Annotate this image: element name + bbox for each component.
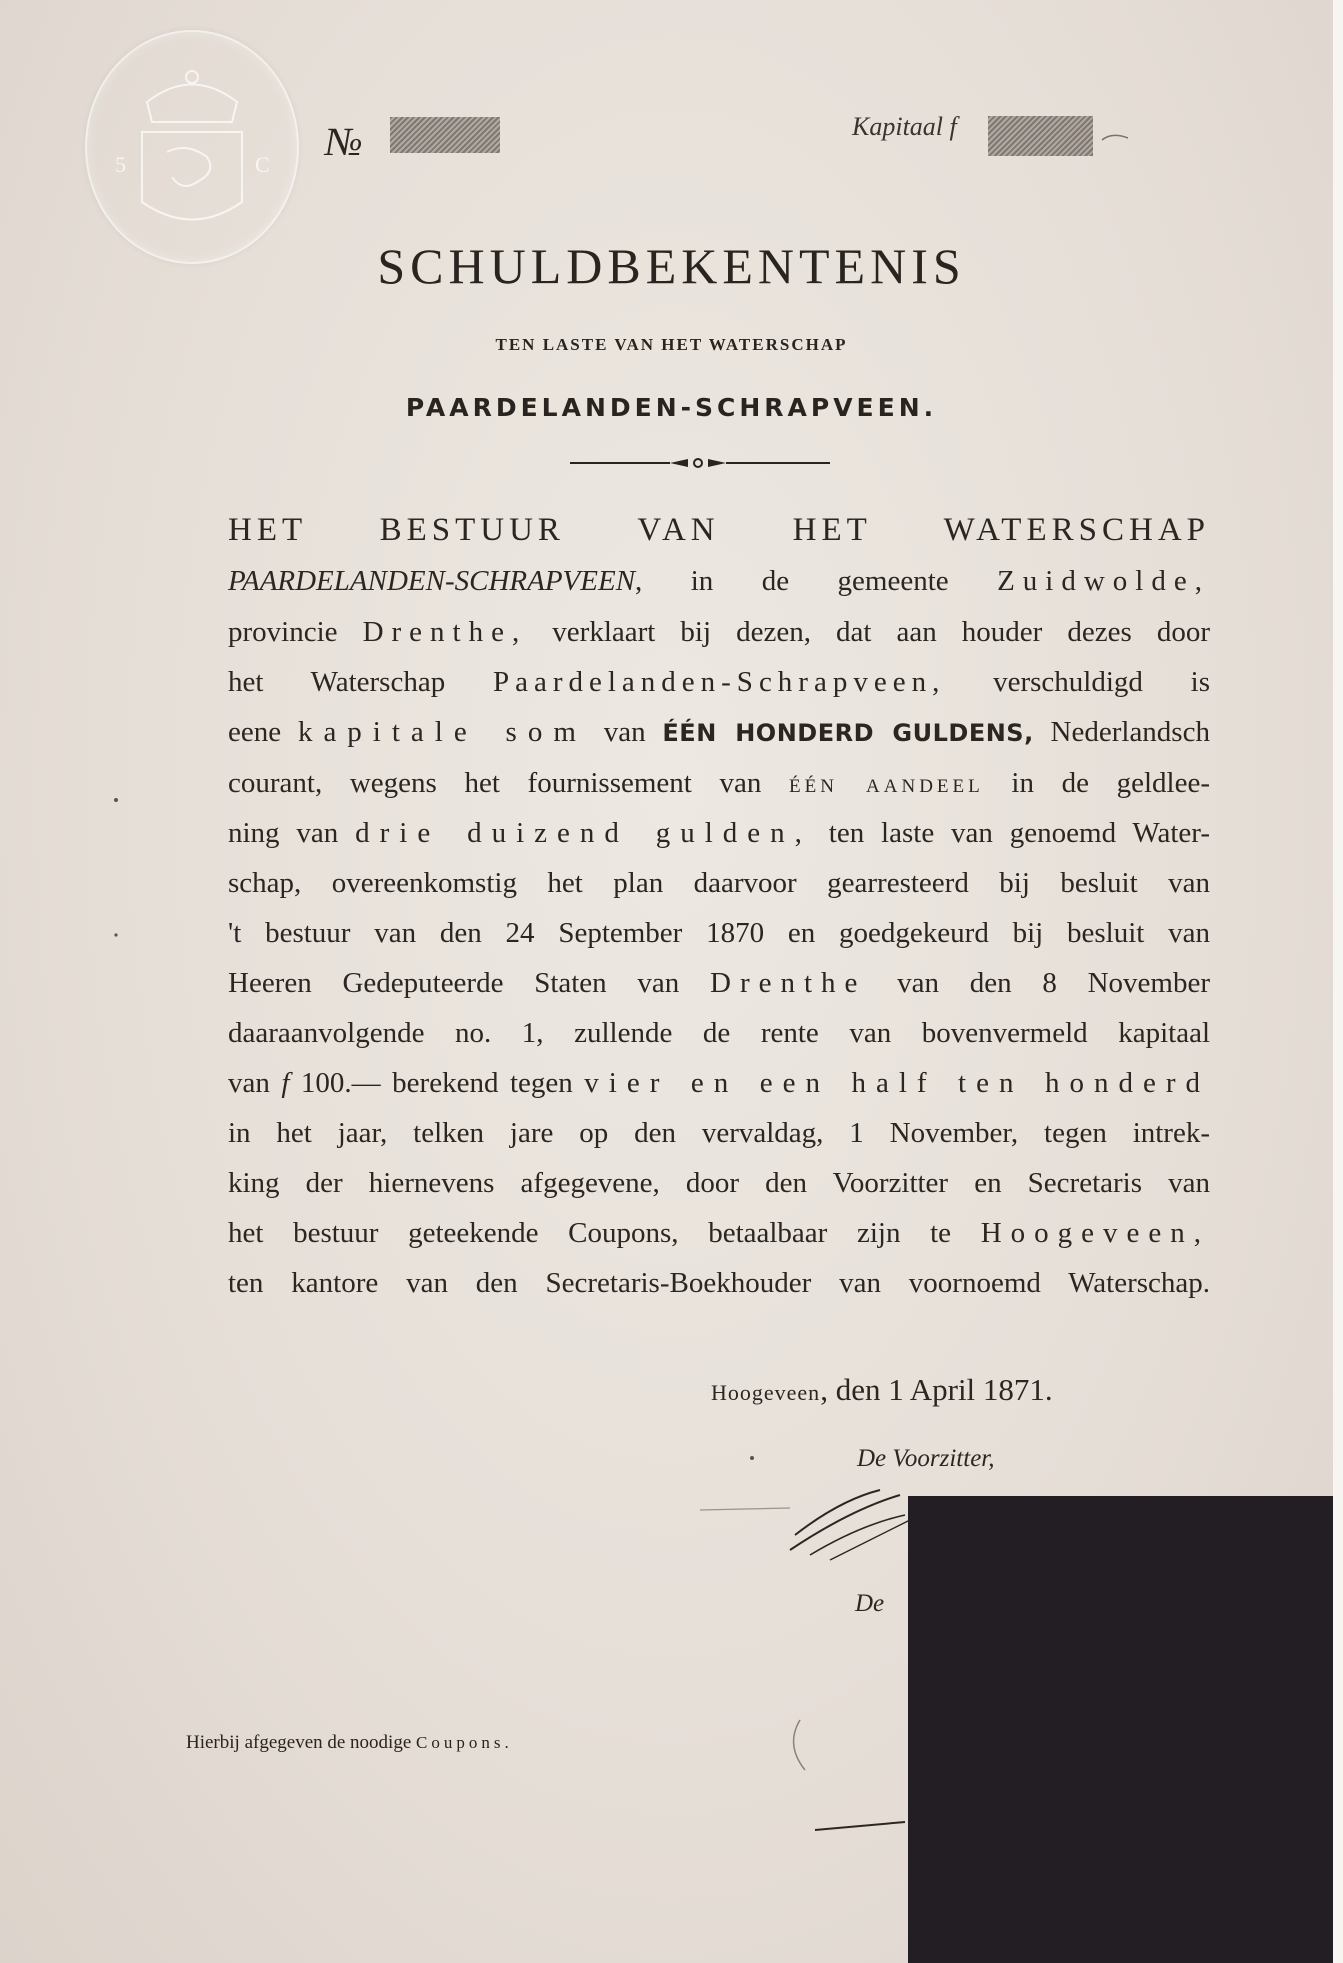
document-title: SCHULDBEKENTENIS — [377, 238, 966, 294]
waterschap-name: PAARDELANDEN-SCHRAPVEEN. — [405, 393, 938, 422]
body-text: Nederlandsch — [1033, 716, 1210, 748]
body-text: Heeren Gedeputeerde Staten van — [228, 967, 711, 999]
body-text: ten laste van genoemd Water- — [811, 817, 1210, 849]
body-text: Hoogeveen, — [980, 1217, 1210, 1249]
secretary-signature-label: De — [855, 1590, 885, 1617]
body-text: drie duizend gulden, — [355, 817, 812, 849]
capital-label: Kapitaal f — [852, 112, 957, 141]
body-text: van den 8 November — [866, 967, 1210, 999]
svg-text:C: C — [255, 152, 270, 177]
body-text: Drenthe, — [362, 616, 528, 648]
coupons-note-text: Hierbij afgegeven de noodige — [186, 1732, 417, 1753]
number-label: № — [325, 119, 361, 164]
body-text: het bestuur geteekende Coupons, betaalbaar zijn te — [228, 1217, 981, 1249]
body-text: 't bestuur van den 24 September 1870 en goedgekeurd bij besluit van — [228, 917, 1210, 949]
body-text: ten kantore van den Secretaris-Boekhouder van voornoemd Waterschap. — [228, 1267, 1210, 1299]
body-text: courant, wegens het fournissement van — [228, 767, 790, 799]
body-text: in de geldlee- — [983, 767, 1210, 799]
redaction-block — [908, 1496, 1343, 1963]
body-text: HET BESTUUR VAN HET WATERSCHAP — [228, 512, 1210, 548]
place-name: Hoogeveen — [711, 1380, 821, 1405]
body-text: ÉÉN AANDEEL — [789, 776, 984, 797]
coupons-note — [186, 1732, 513, 1754]
body-text: f — [281, 1067, 290, 1099]
body-text: , in de gemeente — [635, 565, 998, 597]
body-text: kapitale som — [297, 716, 587, 748]
date-text: , den 1 April 1871. — [820, 1372, 1053, 1407]
chair-signature-label: De Voorzitter, — [857, 1445, 995, 1472]
body-text: ÉÉN HONDERD GULDENS, — [662, 719, 1034, 747]
body-text: schap, overeenkomstig het plan daarvoor gearresteerd bij besluit van — [228, 867, 1210, 899]
body-text: 100.— berekend tegen — [289, 1067, 585, 1099]
coupons-note-text: Coupons. — [416, 1733, 513, 1752]
body-text: daaraanvolgende no. 1, zullende de rente van bovenvermeld kapitaal — [228, 1017, 1210, 1049]
svg-text:5: 5 — [115, 152, 126, 177]
body-text: het Waterschap — [228, 666, 493, 698]
body-text: verklaart bij dezen, dat aan houder dezes door — [527, 616, 1211, 648]
body-text: Zuidwolde, — [997, 565, 1210, 597]
body-text: PAARDELANDEN-SCHRAPVEEN — [228, 565, 636, 597]
document-subtitle: TEN LASTE VAN HET WATERSCHAP — [495, 335, 848, 354]
body-text: ning van — [228, 817, 356, 849]
body-text: Paardelanden-Schrapveen, — [492, 666, 946, 698]
body-text: king der hiernevens afgegevene, door den Voorzitter en Secretaris van — [228, 1167, 1210, 1199]
body-text: in het jaar, telken jare op den vervaldag, 1 November, tegen intrek- — [228, 1117, 1210, 1149]
body-text: vier en een half ten honderd — [584, 1067, 1211, 1099]
body-text: van — [586, 716, 663, 748]
body-text: Drenthe — [710, 967, 867, 999]
body-text: van — [228, 1067, 282, 1099]
body-text: verschuldigd is — [945, 666, 1210, 698]
body-text: eene — [228, 716, 298, 748]
body-text: provincie — [228, 616, 363, 648]
